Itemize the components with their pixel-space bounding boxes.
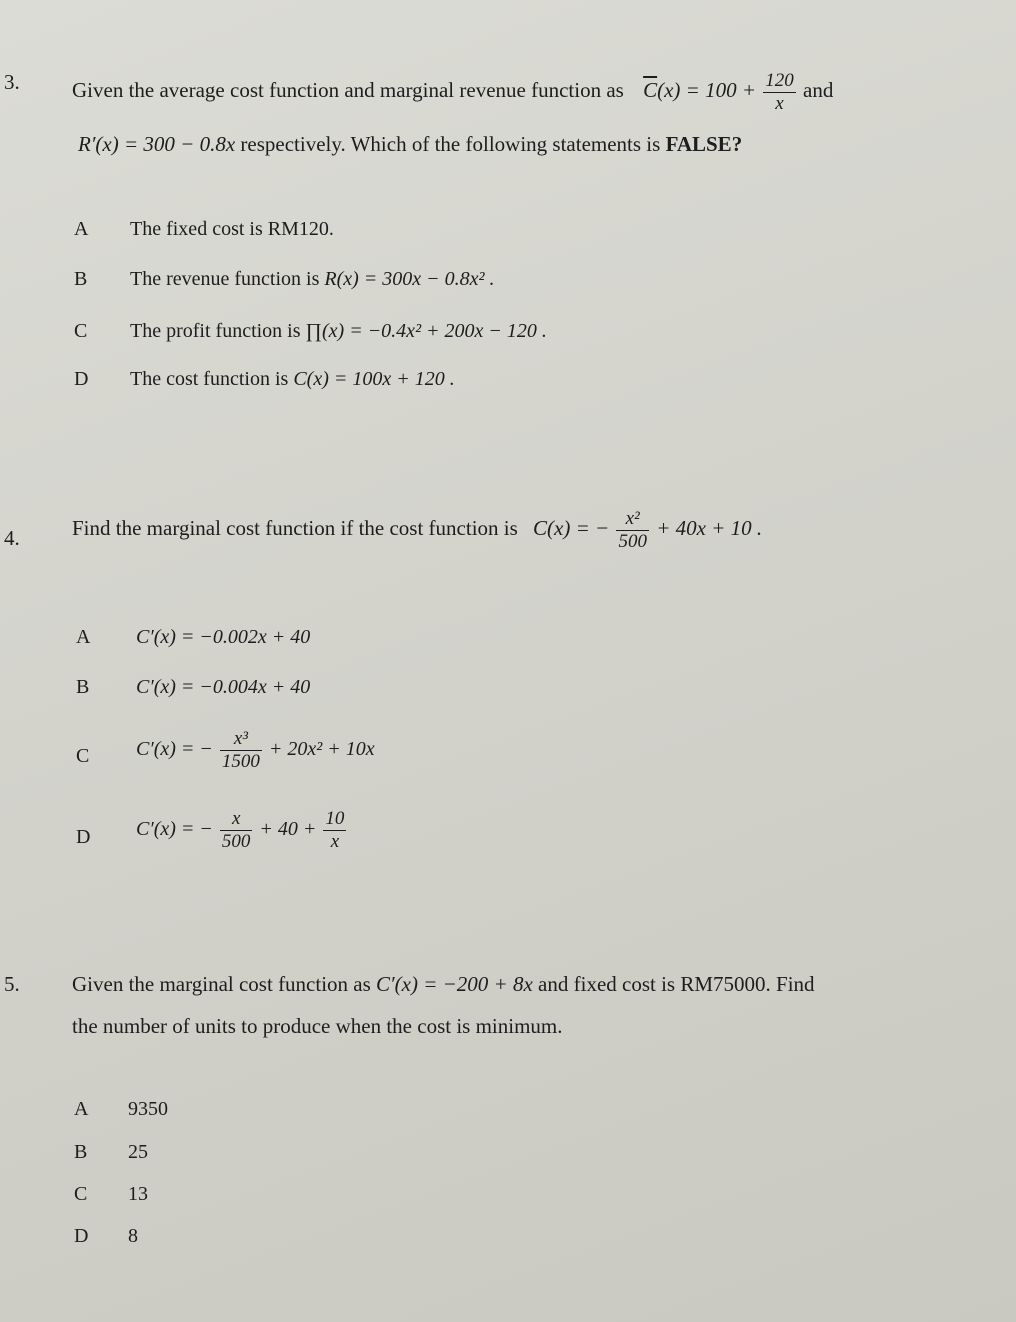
option-label: B <box>74 268 88 290</box>
question-number: 4. <box>4 526 20 550</box>
option-c-text: The profit function is ∏(x) = −0.4x² + 200x − 120 . <box>130 320 547 342</box>
option-label: A <box>74 1098 89 1120</box>
option-label: B <box>74 1141 88 1163</box>
option-label: B <box>76 676 90 698</box>
option-label: D <box>74 368 89 390</box>
question-number: 5. <box>4 972 20 996</box>
marginal-revenue-formula: R′(x) = 300 − 0.8x <box>78 132 236 156</box>
question-text-line-1: Given the average cost function and marginal revenue function as $\overline{C}(x) = 100$ + $\frac{120}{x}$ and <box>72 70 834 114</box>
option-d-text: 8 <box>128 1225 138 1247</box>
question-text-line-2: the number of units to produce when the cost is minimum. <box>72 1014 563 1038</box>
option-label: A <box>74 218 89 240</box>
fraction: $\frac{120}{x}$ <box>765 70 794 114</box>
option-a-formula: C′(x) = −0.002x + 40 <box>136 626 311 648</box>
question-text-line-2: R′(x) = 300 − 0.8x respectively. Which of the following statements is FALSE? <box>78 132 743 156</box>
option-label: C <box>74 320 88 342</box>
average-cost-formula: $\overline{C}(x) = 100$ + <box>643 78 756 103</box>
option-d-text: The cost function is C(x) = 100x + 120 . <box>130 368 455 390</box>
cost-formula: C(x) = − <box>533 516 610 541</box>
fraction: $\frac{x}{500}$ <box>221 808 251 852</box>
option-label: C <box>74 1183 88 1205</box>
fraction: $\frac{\text{x³}}{1500}$ <box>221 728 260 772</box>
option-c-text: 13 <box>128 1183 148 1205</box>
option-d-formula: C′(x) = − $\frac{x}{500}$ + 40 + $\frac{10}{x}$ <box>136 808 345 852</box>
option-label: C <box>76 745 90 767</box>
question-number: 3. <box>4 70 20 94</box>
option-b-formula: C′(x) = −0.004x + 40 <box>136 676 311 698</box>
option-a-text: The fixed cost is RM120. <box>130 218 334 240</box>
question-text-line-1: Find the marginal cost function if the cost function is C(x) = − $\frac{\text{x²}}{500}$ + 40x + 10 . <box>72 508 763 552</box>
option-b-text: The revenue function is R(x) = 300x − 0.8x² . <box>130 268 495 290</box>
question-text-line-1: Given the marginal cost function as C′(x) = −200 + 8x and fixed cost is RM75000. Find <box>72 972 815 996</box>
option-label: D <box>76 826 91 848</box>
marginal-cost-formula: C′(x) = −200 + 8x <box>376 972 533 996</box>
fraction: $\frac{10}{x}$ <box>325 808 345 852</box>
option-b-text: 25 <box>128 1141 148 1163</box>
option-label: D <box>74 1225 89 1247</box>
fraction: $\frac{\text{x²}}{500}$ <box>618 508 647 552</box>
option-label: A <box>76 626 91 648</box>
option-c-formula: C′(x) = − $\frac{\text{x³}}{1500}$ + 20x² + 10x <box>136 728 375 772</box>
option-a-text: 9350 <box>128 1098 168 1120</box>
